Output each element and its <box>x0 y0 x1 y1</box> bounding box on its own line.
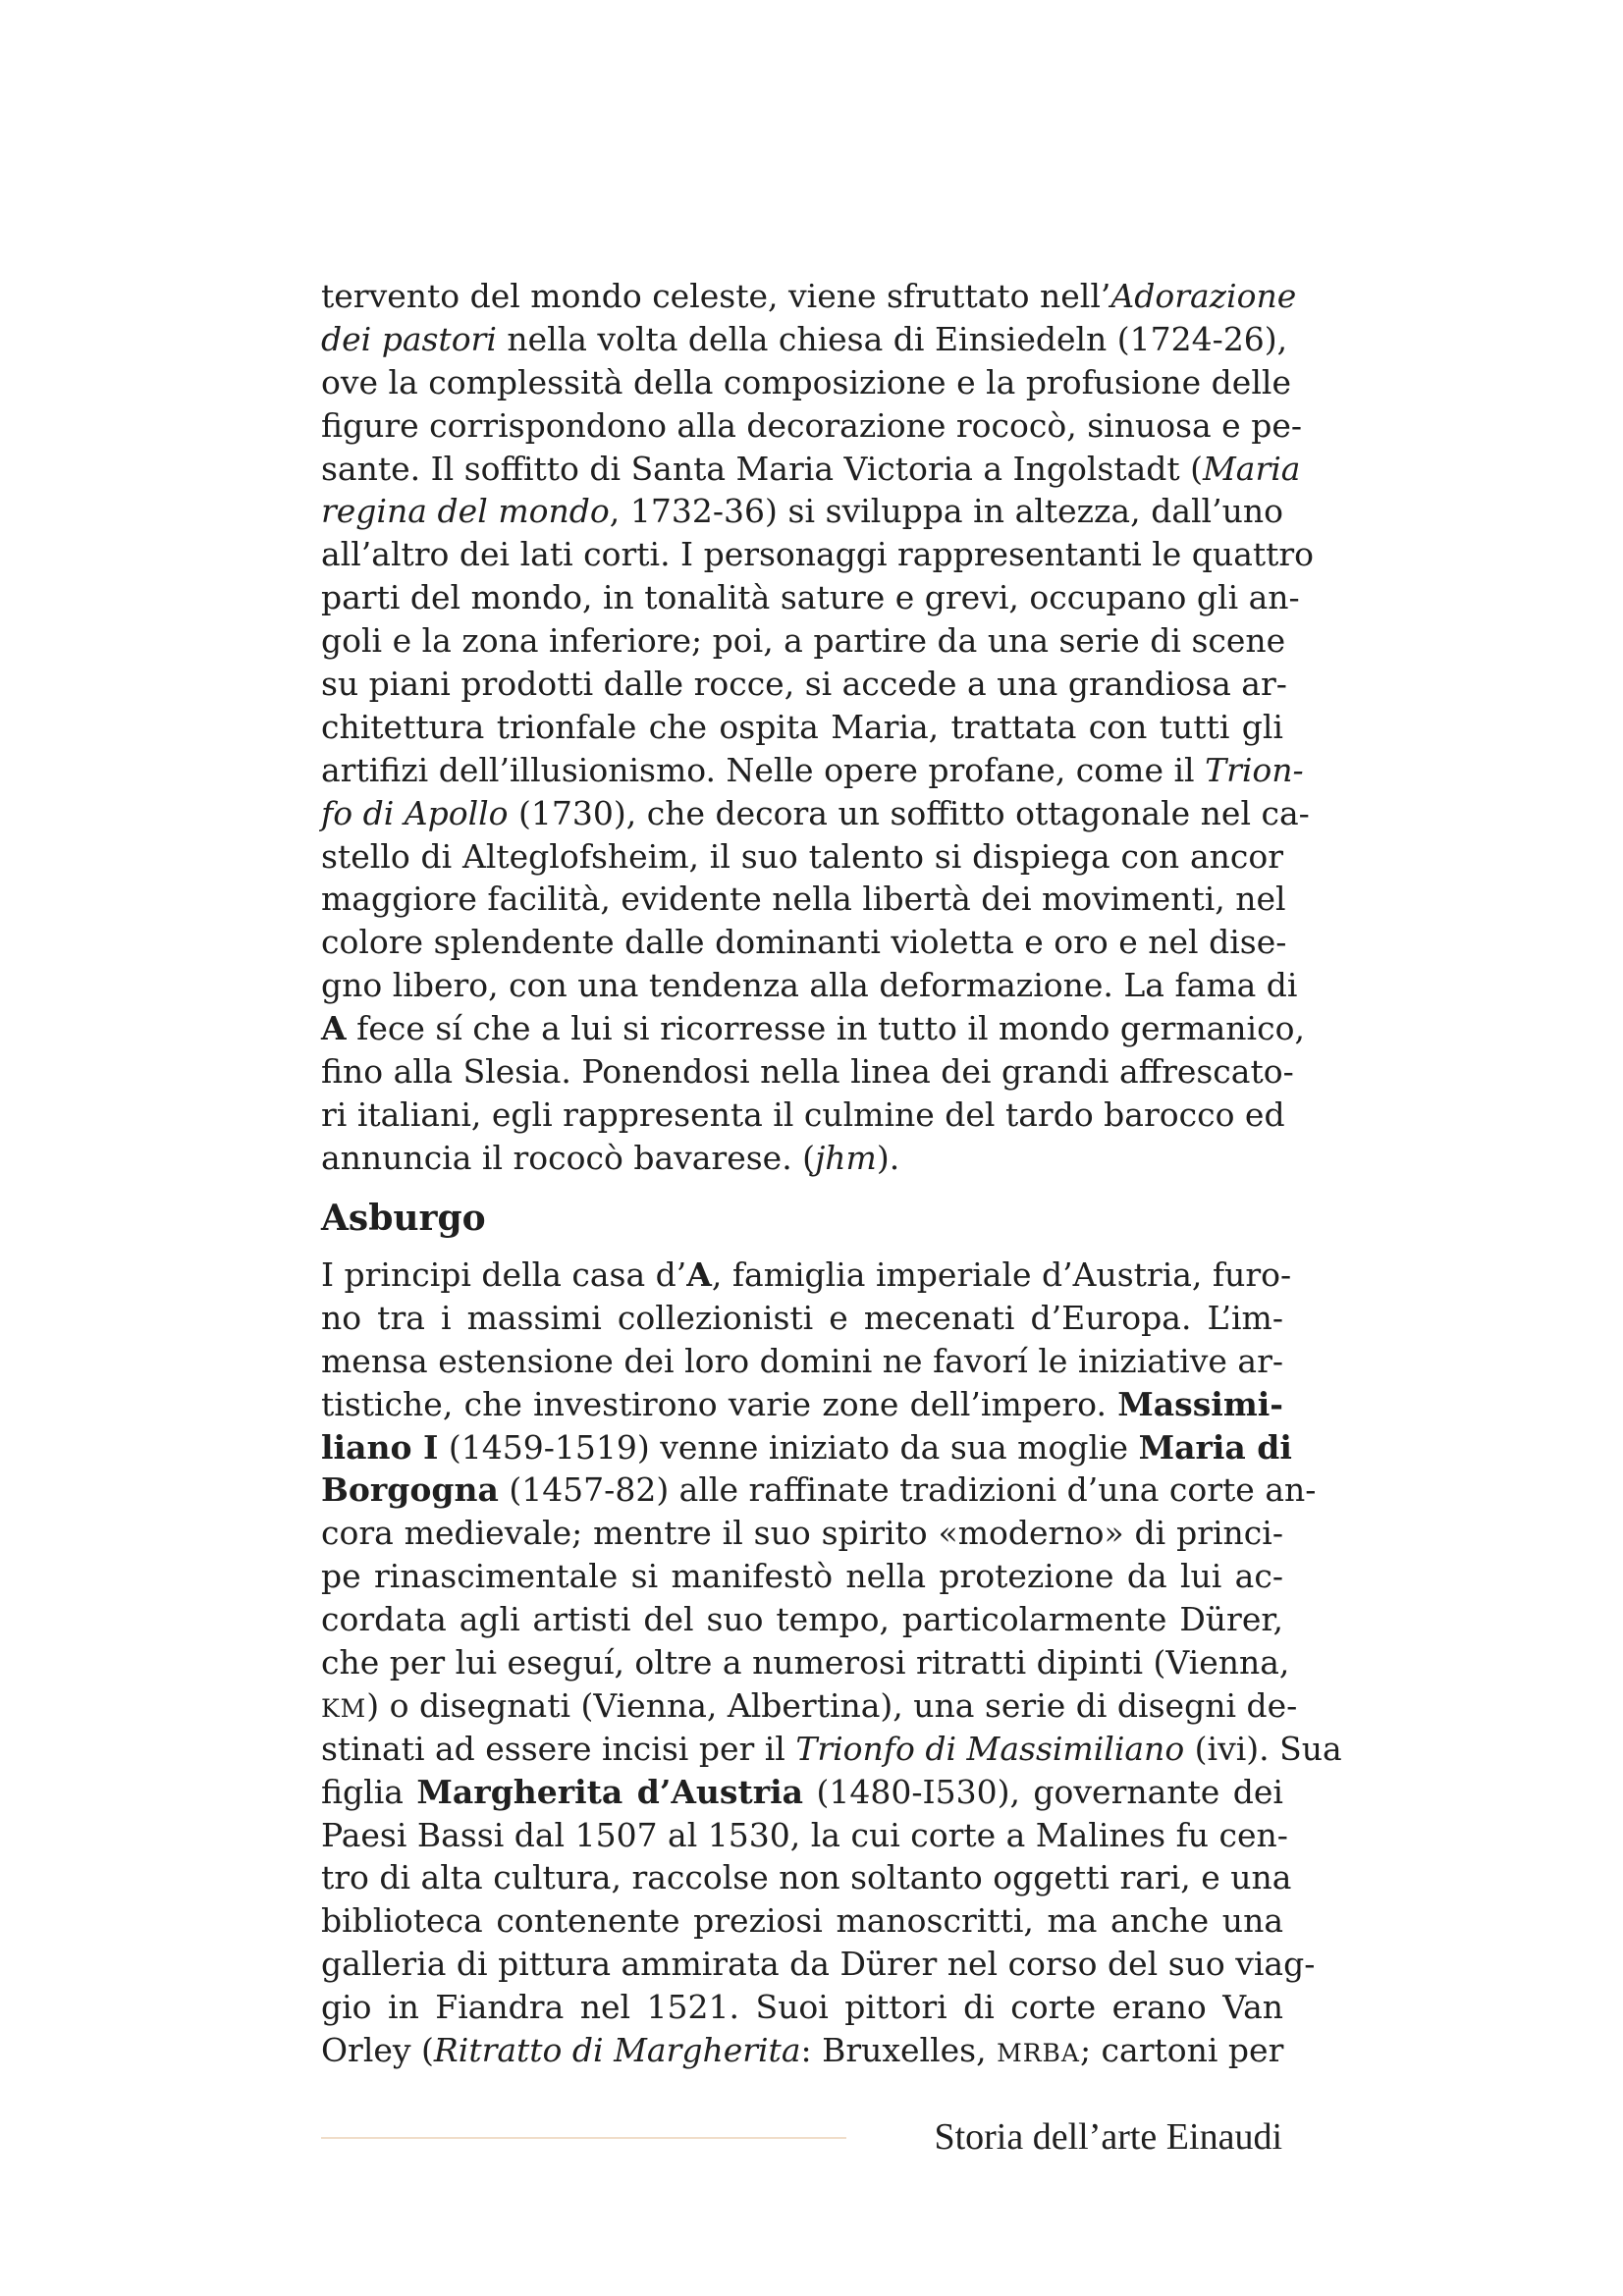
text-segment: Margherita d’Austria <box>416 1772 804 1811</box>
text-segment: ). <box>876 1138 900 1177</box>
text-segment: tistiche, che investirono varie zone dell’impero. <box>321 1384 1118 1423</box>
text-segment: (1480-I530), governante dei <box>803 1772 1283 1811</box>
text-line <box>321 1383 1283 1426</box>
text-segment: galleria di pittura ammirata da Dürer nel corso del suo viag- <box>321 1945 1316 1984</box>
text-segment: gio in Fiandra nel 1521. Suoi pittori di corte erano Van <box>321 1988 1283 2027</box>
text-segment: fino alla Slesia. Ponendosi nella linea dei grandi affrescato- <box>321 1052 1294 1092</box>
text-line <box>321 1856 1292 1899</box>
footer-rule <box>321 2137 846 2139</box>
text-line <box>321 706 1283 749</box>
text-segment: biblioteca contenente preziosi manoscritti, ma anche una <box>321 1901 1283 1941</box>
text-line <box>321 1094 1283 1137</box>
text-segment: parti del mondo, in tonalità sature e grevi, occupano gli an- <box>321 578 1300 617</box>
text-line <box>321 448 1301 491</box>
text-segment: pe rinascimentale si manifestò nella protezione da lui ac- <box>321 1557 1283 1596</box>
text-segment: KM <box>321 1693 367 1723</box>
text-line <box>321 1684 1298 1728</box>
text-line <box>321 1814 1288 1857</box>
text-segment: Adorazione <box>1110 277 1297 315</box>
text-line <box>321 663 1287 706</box>
text-segment: cora medievale; mentre il suo spirito «moderno» di princi- <box>321 1514 1283 1553</box>
text-line <box>321 835 1283 879</box>
text-segment: , 1732-36) si sviluppa in altezza, dall’uno <box>609 492 1283 531</box>
text-line <box>321 792 1310 835</box>
text-line <box>321 749 1304 792</box>
text-line <box>321 1340 1283 1383</box>
text-line <box>321 1555 1283 1598</box>
text-segment: A <box>686 1255 712 1294</box>
text-segment: A <box>321 1009 347 1048</box>
text-segment: ri italiani, egli rappresenta il culmine del tardo barocco ed <box>321 1095 1285 1134</box>
text-segment: chitettura trionfale che ospita Maria, trattata con tutti gli <box>321 707 1283 746</box>
text-segment: : Bruxelles, <box>800 2031 998 2070</box>
text-line <box>321 2029 1283 2072</box>
text-line <box>321 878 1286 921</box>
text-line <box>321 1986 1283 2029</box>
text-segment: sante. Il soffitto di Santa Maria Victoria a Ingolstadt ( <box>321 449 1204 488</box>
text-segment: mensa estensione dei loro domini ne favorí le iniziative ar- <box>321 1341 1283 1380</box>
text-line <box>321 576 1300 619</box>
text-segment: ) o disegnati (Vienna, Albertina), una serie di disegni de- <box>366 1685 1298 1725</box>
text-segment: fece sí che a lui si ricorresse in tutto il mondo germanico, <box>346 1009 1305 1048</box>
text-line <box>321 1137 1283 1180</box>
text-segment: (1459-1519) venne iniziato da sua moglie <box>438 1427 1139 1467</box>
text-segment: fo di Apollo <box>321 793 509 832</box>
text-line <box>321 1426 1292 1469</box>
text-segment: (ivi). Sua <box>1184 1729 1342 1768</box>
text-segment: tro di alta cultura, raccolse non soltanto oggetti rari, e una <box>321 1858 1292 1897</box>
text-segment: (1730), che decora un soffitto ottagonale nel ca- <box>508 793 1310 832</box>
text-segment: Orley ( <box>321 2031 434 2070</box>
text-line <box>321 490 1283 533</box>
text-segment: ove la complessità della composizione e la profusione delle <box>321 362 1291 401</box>
text-line <box>321 1899 1283 1943</box>
text-line <box>321 1254 1292 1297</box>
text-line <box>321 1771 1283 1814</box>
text-segment: goli e la zona inferiore; poi, a partire da una serie di scene <box>321 621 1286 661</box>
text-segment: stello di Alteglofsheim, il suo talento si dispiega con ancor <box>321 836 1283 876</box>
text-line <box>321 1641 1290 1684</box>
text-segment: figure corrispondono alla decorazione rococò, sinuosa e pe- <box>321 405 1303 445</box>
text-segment: annuncia il rococò bavarese. ( <box>321 1138 816 1177</box>
text-line <box>321 1297 1283 1340</box>
text-line <box>321 964 1298 1007</box>
text-line <box>321 533 1315 576</box>
text-segment: figlia <box>321 1772 417 1811</box>
text-segment: regina del mondo <box>321 492 610 531</box>
text-segment: Maria <box>1203 449 1301 488</box>
text-segment: nella volta della chiesa di Einsiedeln (1724-26), <box>496 319 1288 358</box>
text-line <box>321 921 1287 964</box>
text-segment: Massimi- <box>1117 1384 1283 1423</box>
text-segment: Trion- <box>1205 750 1304 789</box>
text-segment: stinati ad essere incisi per il <box>321 1729 796 1768</box>
text-segment: Trionfo di Massimiliano <box>795 1729 1185 1768</box>
text-line <box>321 318 1288 361</box>
text-line <box>321 275 1297 318</box>
text-segment: dei pastori <box>321 319 497 358</box>
text-segment: colore splendente dalle dominanti violetta e oro e nel dise- <box>321 923 1287 962</box>
text-line <box>321 1512 1283 1555</box>
text-segment: I principi della casa d’ <box>321 1255 687 1294</box>
text-segment: su piani prodotti dalle rocce, si accede a una grandiosa ar- <box>321 665 1287 704</box>
text-line <box>321 1728 1342 1771</box>
text-segment: liano I <box>321 1427 439 1467</box>
text-segment: jhm <box>815 1138 877 1177</box>
paragraph-asburgo <box>321 1254 1342 2072</box>
text-segment: all’altro dei lati corti. I personaggi rappresentanti le quattro <box>321 535 1315 574</box>
text-segment: che per lui eseguí, oltre a numerosi ritratti dipinti (Vienna, <box>321 1643 1290 1682</box>
text-line <box>321 1598 1283 1641</box>
paragraph-asam-continued <box>321 275 1315 1180</box>
text-line <box>321 1007 1305 1050</box>
text-segment: Ritratto di Margherita <box>433 2031 801 2070</box>
entry-heading: Asburgo <box>321 1198 486 1239</box>
text-line <box>321 361 1291 404</box>
text-segment: Paesi Bassi dal 1507 al 1530, la cui corte a Malines fu cen- <box>321 1815 1288 1854</box>
text-segment: MRBA <box>997 2039 1080 2068</box>
text-segment: cordata agli artisti del suo tempo, particolarmente Dürer, <box>321 1600 1283 1639</box>
text-segment: no tra i massimi collezionisti e mecenati d’Europa. L’im- <box>321 1298 1283 1337</box>
text-segment: gno libero, con una tendenza alla deformazione. La fama di <box>321 966 1298 1005</box>
text-line <box>321 1468 1317 1512</box>
text-segment: , famiglia imperiale d’Austria, furo- <box>711 1255 1292 1294</box>
text-line <box>321 619 1286 663</box>
text-segment: Borgogna <box>321 1470 499 1510</box>
text-segment: ; cartoni per <box>1079 2031 1284 2070</box>
text-segment: maggiore facilità, evidente nella libertà dei movimenti, nel <box>321 880 1286 919</box>
text-segment: tervento del mondo celeste, viene sfruttato nell’ <box>321 277 1111 315</box>
footer-text: Storia dell’arte Einaudi <box>934 2116 1282 2158</box>
text-line <box>321 404 1303 448</box>
text-segment: (1457-82) alle raffinate tradizioni d’una corte an- <box>498 1470 1317 1510</box>
text-segment: Maria di <box>1138 1427 1292 1467</box>
text-line <box>321 1943 1316 1986</box>
text-line <box>321 1050 1294 1094</box>
text-segment: artifizi dell’illusionismo. Nelle opere profane, come il <box>321 750 1206 789</box>
